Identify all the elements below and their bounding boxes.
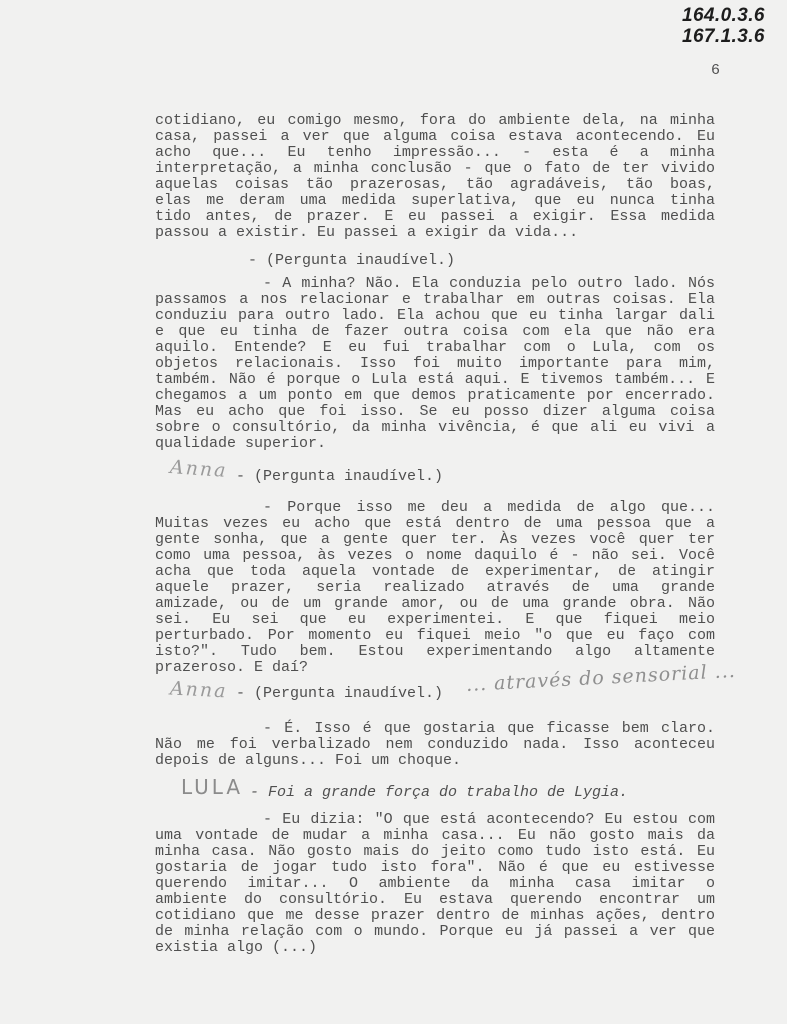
archive-codes <box>682 5 765 47</box>
pencil-speaker-note: LULA <box>181 775 244 799</box>
text-line: Não me foi verbalizado nem conduzido nada. Isso aconteceu <box>155 736 715 753</box>
inaudible-question: - (Pergunta inaudível.) <box>248 252 456 269</box>
text-line: aquilo. Entende? E eu fui trabalhar com o Lula, com os <box>155 339 715 356</box>
text-line: cotidiano que me desse prazer dentro de minhas ações, dentro <box>155 907 715 924</box>
pencil-speaker-note: Anna <box>169 456 229 482</box>
text-line: como uma pessoa, às vezes o nome daquilo é - não sei. Você <box>155 547 715 564</box>
answer-paragraph <box>155 500 715 676</box>
text-line: aquelas coisas tão prazerosas, tão agradáveis, tão boas, <box>155 176 715 193</box>
answer-paragraph <box>155 721 715 769</box>
text-line: acho que... Eu tenho impressão... - esta é a minha <box>155 144 715 161</box>
text-line: casa, passei a ver que alguma coisa estava acontecendo. Eu <box>155 128 715 145</box>
text-line: - Porque isso me deu a medida de algo que... <box>263 499 715 516</box>
text-line: ambiente do consultório. Eu estava querendo encontrar um <box>155 891 715 908</box>
answer-paragraph <box>155 113 715 241</box>
text-line: chegamos a um ponto em que demos praticamente por encerrado. <box>155 387 715 404</box>
text-line: qualidade superior. <box>155 435 327 452</box>
text-line: gostaria de jogar tudo isto fora". Não é que eu estivesse <box>155 859 715 876</box>
page-number: 6 <box>711 62 721 79</box>
text-line: Muitas vezes eu acho que está dentro de uma pessoa que a <box>155 515 715 532</box>
text-line: - É. Isso é que gostaria que ficasse bem claro. <box>263 720 715 737</box>
text-line: passou a existir. Eu passei a exigir da vida... <box>155 224 579 241</box>
pencil-margin-note: ... através do sensorial ... <box>465 659 737 696</box>
inaudible-question: - (Pergunta inaudível.) <box>236 468 444 485</box>
text-line: elas me deram uma medida superlativa, que eu nunca tinha <box>155 192 715 209</box>
text-line: gente sonha, que a gente quer ter. Às vezes você quer ter <box>155 531 715 548</box>
interjection-line: - Foi a grande força do trabalho de Lygia. <box>250 784 629 801</box>
pencil-speaker-note: Anna <box>169 677 229 703</box>
text-line: - Eu dizia: "O que está acontecendo? Eu estou com <box>263 811 715 828</box>
answer-paragraph <box>155 812 715 956</box>
text-line: sobre o consultório, da minha vivência, é que ali eu vivi a <box>155 419 715 436</box>
text-line: também. Não é porque o Lula está aqui. E tivemos também... E <box>155 371 715 388</box>
archive-code: 164.0.3.6 <box>682 5 765 26</box>
text-line: sei. Eu sei que eu experimentei. E que fiquei meio <box>155 611 715 628</box>
text-line: aquele prazer, seria realizado através de uma grande <box>155 579 715 596</box>
text-line: interpretação, a minha conclusão - que o fato de ter vivido <box>155 160 715 177</box>
text-line: querendo imitar... O ambiente da minha casa imitar o <box>155 875 715 892</box>
text-line: amizade, ou de um grande amor, ou de uma grande obra. Não <box>155 595 715 612</box>
text-line: uma vontade de mudar a minha casa... Eu não gosto mais da <box>155 827 715 844</box>
text-line: prazeroso. E daí? <box>155 659 309 676</box>
text-line: e que eu tinha de fazer outra coisa com ela que não era <box>155 323 715 340</box>
text-line: minha casa. Não gosto mais do jeito como tudo isto está. Eu <box>155 843 715 860</box>
answer-paragraph <box>155 276 715 452</box>
inaudible-question: - (Pergunta inaudível.) <box>236 685 444 702</box>
text-line: depois de alguns... Foi um choque. <box>155 752 462 769</box>
archive-code: 167.1.3.6 <box>682 26 765 47</box>
text-line: Mas eu acho que foi isso. Se eu posso dizer alguma coisa <box>155 403 715 420</box>
text-line: cotidiano, eu comigo mesmo, fora do ambiente dela, na minha <box>155 112 715 129</box>
text-line: passamos a nos relacionar e trabalhar em outras coisas. Ela <box>155 291 715 308</box>
text-line: de minha relação com o mundo. Porque eu já passei a ver que <box>155 923 715 940</box>
text-line: objetos relacionais. Isso foi muito importante para mim, <box>155 355 715 372</box>
text-line: tido antes, de prazer. E eu passei a exigir. Essa medida <box>155 208 715 225</box>
text-line: perturbado. Por momento eu fiquei meio "o que eu faço com <box>155 627 715 644</box>
text-line: isto?". Tudo bem. Estou experimentando algo altamente <box>155 643 715 660</box>
text-line: - A minha? Não. Ela conduzia pelo outro lado. Nós <box>263 275 715 292</box>
text-line: existia algo (...) <box>155 939 318 956</box>
text-line: acha que toda aquela vontade de experimentar, de atingir <box>155 563 715 580</box>
text-line: conduziu para outro lado. Ela achou que eu tinha largar dali <box>155 307 715 324</box>
